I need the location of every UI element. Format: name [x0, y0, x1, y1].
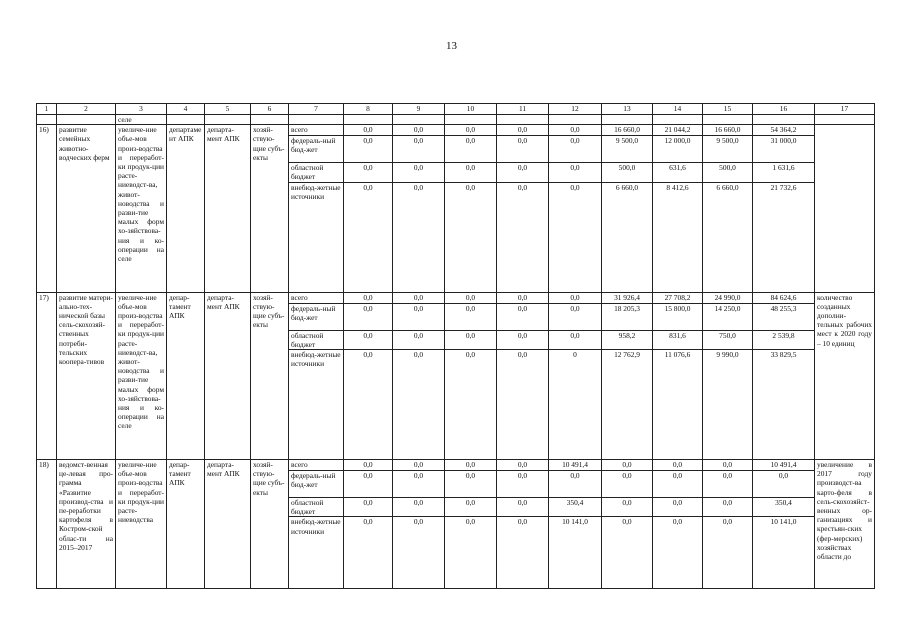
column-number: 6 — [251, 104, 289, 115]
value-cell: 0,0 — [393, 460, 445, 471]
value-cell: 0,0 — [653, 460, 703, 471]
value-cell: 0,0 — [344, 330, 393, 349]
cell — [602, 115, 653, 125]
cell — [57, 115, 116, 125]
value-cell: 0,0 — [344, 460, 393, 471]
item-target: увеличе-ние объе-мов произ-водства и переработ-ки продук-ции расте-ниеводст-ва, живот-новодства и разви-тие малых форм хо-зяйствова-ния и ко-операции на селе — [116, 292, 167, 459]
column-number: 17 — [815, 104, 875, 115]
value-cell: 31 926,4 — [602, 292, 653, 303]
column-number: 4 — [167, 104, 205, 115]
value-cell: 0,0 — [497, 136, 549, 163]
value-cell: 0,0 — [497, 498, 549, 517]
value-cell: 0,0 — [393, 498, 445, 517]
value-cell: 48 255,3 — [753, 303, 815, 330]
value-cell: 0,0 — [602, 471, 653, 498]
value-cell: 27 708,2 — [653, 292, 703, 303]
value-cell: 0,0 — [653, 471, 703, 498]
item-executor-2: департа-мент АПК — [205, 460, 251, 589]
value-cell: 350,4 — [753, 498, 815, 517]
value-cell: 0,0 — [344, 292, 393, 303]
value-cell: 0,0 — [497, 350, 549, 460]
value-cell: 16 660,0 — [602, 125, 653, 136]
value-cell: 0,0 — [393, 136, 445, 163]
column-number: 16 — [753, 104, 815, 115]
column-number-row — [37, 104, 875, 115]
value-cell: 0,0 — [753, 471, 815, 498]
item-name: развитие матери-ально-тех-нической базы сель-скохозяй-ственных потреби-тельских коопера-тивов — [57, 292, 116, 459]
value-cell: 0,0 — [497, 125, 549, 136]
value-cell: 0 — [549, 350, 602, 460]
column-number: 5 — [205, 104, 251, 115]
continuation-row — [37, 115, 875, 125]
value-cell: 0,0 — [445, 303, 497, 330]
value-cell: 54 364,2 — [753, 125, 815, 136]
value-cell: 1 631,6 — [753, 163, 815, 182]
item-executor-3: хозяй-ствую-щие субъ-екты — [251, 460, 289, 589]
value-cell: 0,0 — [549, 163, 602, 182]
value-cell: 0,0 — [549, 303, 602, 330]
item-name: развитие семейных животно-водческих ферм — [57, 125, 116, 292]
item-number: 18) — [37, 460, 57, 589]
value-cell: 9 500,0 — [602, 136, 653, 163]
value-cell: 0,0 — [445, 471, 497, 498]
item-note — [815, 125, 875, 292]
value-cell: 0,0 — [445, 292, 497, 303]
value-cell: 0,0 — [497, 460, 549, 471]
value-cell: 631,6 — [653, 163, 703, 182]
funding-source: внебюд-жетные источники — [289, 350, 344, 460]
item-executor-1: департамент АПК — [167, 125, 205, 292]
value-cell: 0,0 — [549, 182, 602, 292]
value-cell: 2 539,8 — [753, 330, 815, 349]
table-row — [37, 292, 875, 303]
funding-source: областной бюджет — [289, 163, 344, 182]
item-executor-1: депар-тамент АПК — [167, 460, 205, 589]
value-cell: 84 624,6 — [753, 292, 815, 303]
value-cell: 0,0 — [497, 471, 549, 498]
value-cell: 8 412,6 — [653, 182, 703, 292]
value-cell: 0,0 — [393, 125, 445, 136]
value-cell: 0,0 — [703, 517, 753, 589]
value-cell: 0,0 — [445, 330, 497, 349]
value-cell: 11 076,6 — [653, 350, 703, 460]
value-cell: 0,0 — [393, 350, 445, 460]
table-row — [37, 460, 875, 471]
value-cell: 0,0 — [344, 125, 393, 136]
cell — [653, 115, 703, 125]
cell — [445, 115, 497, 125]
item-executor-2: департа-мент АПК — [205, 125, 251, 292]
value-cell: 0,0 — [549, 471, 602, 498]
continuation-text: селе — [116, 115, 167, 125]
column-number: 7 — [289, 104, 344, 115]
funding-source: внебюд-жетные источники — [289, 517, 344, 589]
item-executor-1: депар-тамент АПК — [167, 292, 205, 459]
cell — [205, 115, 251, 125]
value-cell: 0,0 — [602, 460, 653, 471]
value-cell: 0,0 — [445, 163, 497, 182]
funding-source: федераль-ный бюд-жет — [289, 471, 344, 498]
value-cell: 21 732,6 — [753, 182, 815, 292]
value-cell: 0,0 — [393, 330, 445, 349]
item-note: увеличение в 2017 году производст-ва карто-феля в сель-скохозяйст-венных ор-ганизациях и крестьян-ских (фер-мерских) хозяйствах области до — [815, 460, 875, 589]
page-number: 13 — [446, 40, 457, 52]
cell — [753, 115, 815, 125]
funding-source: всего — [289, 460, 344, 471]
cell — [167, 115, 205, 125]
value-cell: 958,2 — [602, 330, 653, 349]
value-cell: 0,0 — [703, 471, 753, 498]
cell — [37, 115, 57, 125]
value-cell: 9 990,0 — [703, 350, 753, 460]
value-cell: 0,0 — [344, 136, 393, 163]
value-cell: 0,0 — [497, 303, 549, 330]
column-number: 10 — [445, 104, 497, 115]
column-number: 9 — [393, 104, 445, 115]
item-number: 16) — [37, 125, 57, 292]
value-cell: 0,0 — [703, 498, 753, 517]
item-target: увеличе-ние объе-мов произ-водства и переработ-ки продук-ции расте-ниеводства — [116, 460, 167, 589]
value-cell: 21 044,2 — [653, 125, 703, 136]
value-cell: 0,0 — [549, 292, 602, 303]
value-cell: 0,0 — [549, 330, 602, 349]
funding-source: всего — [289, 125, 344, 136]
value-cell: 0,0 — [344, 498, 393, 517]
value-cell: 18 205,3 — [602, 303, 653, 330]
column-number: 12 — [549, 104, 602, 115]
column-number: 1 — [37, 104, 57, 115]
value-cell: 350,4 — [549, 498, 602, 517]
value-cell: 9 500,0 — [703, 136, 753, 163]
item-name: ведомст-венная це-левая про-грамма «Развитие производ-ства и пе-реработки картофеля в Костром-ской облас-ти на 2015–2017 — [57, 460, 116, 589]
value-cell: 0,0 — [344, 471, 393, 498]
value-cell: 0,0 — [445, 125, 497, 136]
item-note: количество созданных дополни-тельных рабочих мест к 2020 году – 10 единиц — [815, 292, 875, 459]
item-target: увеличе-ние объе-мов произ-водства и переработ-ки продук-ции расте-ниеводст-ва, живот-новодства и разви-тие малых форм хо-зяйствова-ния и ко-операции на селе — [116, 125, 167, 292]
column-number: 15 — [703, 104, 753, 115]
value-cell: 16 660,0 — [703, 125, 753, 136]
item-number: 17) — [37, 292, 57, 459]
cell — [703, 115, 753, 125]
funding-source: внебюд-жетные источники — [289, 182, 344, 292]
cell — [549, 115, 602, 125]
value-cell: 750,0 — [703, 330, 753, 349]
cell — [815, 115, 875, 125]
cell — [289, 115, 344, 125]
item-executor-2: департа-мент АПК — [205, 292, 251, 459]
value-cell: 10 491,4 — [753, 460, 815, 471]
funding-source: федераль-ный бюд-жет — [289, 303, 344, 330]
value-cell: 0,0 — [393, 163, 445, 182]
value-cell: 6 660,0 — [602, 182, 653, 292]
value-cell: 0,0 — [344, 182, 393, 292]
value-cell: 0,0 — [703, 460, 753, 471]
value-cell: 0,0 — [445, 498, 497, 517]
value-cell: 0,0 — [344, 303, 393, 330]
column-number: 8 — [344, 104, 393, 115]
column-number: 13 — [602, 104, 653, 115]
value-cell: 0,0 — [445, 460, 497, 471]
value-cell: 0,0 — [344, 350, 393, 460]
value-cell: 0,0 — [393, 292, 445, 303]
cell — [344, 115, 393, 125]
cell — [251, 115, 289, 125]
value-cell: 0,0 — [344, 517, 393, 589]
funding-source: всего — [289, 292, 344, 303]
funding-source: областной бюджет — [289, 330, 344, 349]
value-cell: 6 660,0 — [703, 182, 753, 292]
value-cell: 24 990,0 — [703, 292, 753, 303]
value-cell: 0,0 — [393, 471, 445, 498]
value-cell: 0,0 — [344, 163, 393, 182]
value-cell: 15 800,0 — [653, 303, 703, 330]
value-cell: 0,0 — [445, 517, 497, 589]
value-cell: 0,0 — [393, 182, 445, 292]
value-cell: 31 000,0 — [753, 136, 815, 163]
value-cell: 10 491,4 — [549, 460, 602, 471]
table-row — [37, 125, 875, 136]
value-cell: 0,0 — [445, 182, 497, 292]
column-number: 2 — [57, 104, 116, 115]
cell — [393, 115, 445, 125]
column-number: 3 — [116, 104, 167, 115]
value-cell: 0,0 — [653, 498, 703, 517]
budget-table — [36, 103, 875, 589]
column-number: 11 — [497, 104, 549, 115]
value-cell: 0,0 — [445, 350, 497, 460]
value-cell: 10 141,0 — [549, 517, 602, 589]
value-cell: 831,6 — [653, 330, 703, 349]
funding-source: федераль-ный бюд-жет — [289, 136, 344, 163]
cell — [497, 115, 549, 125]
value-cell: 33 829,5 — [753, 350, 815, 460]
value-cell: 0,0 — [497, 330, 549, 349]
value-cell: 0,0 — [549, 136, 602, 163]
column-number: 14 — [653, 104, 703, 115]
item-executor-3: хозяй-ствую-щие субъ-екты — [251, 125, 289, 292]
value-cell: 0,0 — [445, 136, 497, 163]
value-cell: 14 250,0 — [703, 303, 753, 330]
value-cell: 0,0 — [602, 517, 653, 589]
value-cell: 10 141,0 — [753, 517, 815, 589]
value-cell: 0,0 — [653, 517, 703, 589]
value-cell: 500,0 — [602, 163, 653, 182]
value-cell: 0,0 — [497, 292, 549, 303]
value-cell: 0,0 — [497, 182, 549, 292]
item-executor-3: хозяй-ствую-щие субъ-екты — [251, 292, 289, 459]
value-cell: 12 762,9 — [602, 350, 653, 460]
value-cell: 0,0 — [393, 303, 445, 330]
value-cell: 0,0 — [497, 163, 549, 182]
value-cell: 0,0 — [497, 517, 549, 589]
value-cell: 12 000,0 — [653, 136, 703, 163]
value-cell: 0,0 — [602, 498, 653, 517]
funding-source: областной бюджет — [289, 498, 344, 517]
value-cell: 500,0 — [703, 163, 753, 182]
value-cell: 0,0 — [393, 517, 445, 589]
value-cell: 0,0 — [549, 125, 602, 136]
